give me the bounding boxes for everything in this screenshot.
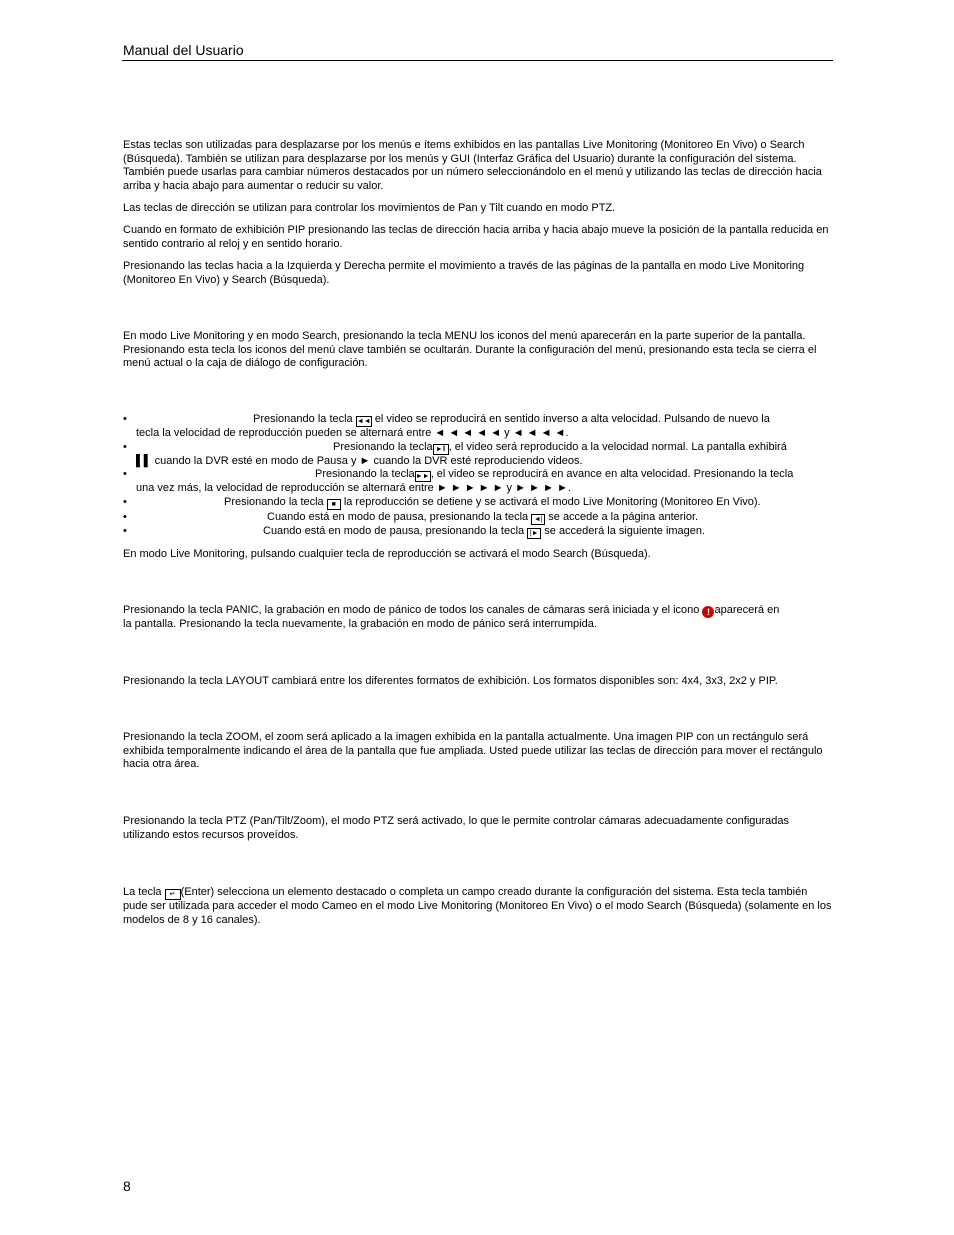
enter-key-icon: ↵ — [165, 889, 181, 900]
arrow-keys-paragraph-4: Presionando las teclas hacia a la Izquierda y Derecha permite el movimiento a través de las páginas de la pantalla en modo Live Monitoring (Monitoreo En Vivo) y Search (Búsqueda). — [123, 260, 805, 286]
stop-key-icon: ■ — [327, 499, 341, 510]
fast-forward-key-icon: ►► — [415, 473, 430, 480]
pause-icon: ▌▌ — [136, 454, 152, 467]
zoom-paragraph: Presionando la tecla ZOOM, el zoom será aplicado a la imagen exhibida en la pantalla actualmente. Una imagen PIP con un rectángulo será exhibida temporalmente indicando el área de la pantalla que fue ampliada. Usted puede utilizar las teclas de dirección para mover el rectángulo hacia otra área. — [123, 731, 823, 771]
bullet: • — [123, 525, 127, 537]
bullet: • — [123, 496, 127, 508]
menu-key-paragraph: En modo Live Monitoring y en modo Search, presionando la tecla MENU los iconos del menú aparecerán en la parte superior de la pantalla. Presionando esta tecla los iconos del menú clave también se ocultarán. Durante la configuración del menú, presionando esta tecla se cierra el menú actual o la caja de diálogo de configuración. — [123, 330, 817, 370]
rewind-key-icon: ◄◄ — [356, 418, 371, 425]
panic-alert-icon: ! — [702, 606, 714, 618]
page-number: 8 — [123, 1178, 131, 1194]
frame-forward-key-icon: |► — [527, 528, 541, 539]
playback-note: En modo Live Monitoring, pulsando cualquier tecla de reproducción se activará el modo Search (Búsqueda). — [123, 548, 651, 560]
list-item-next-frame: • Cuando está en modo de pausa, presionando la tecla |► se accederá la siguiente imagen. — [123, 525, 706, 537]
list-item-rewind: • Presionando la tecla ◄◄ el video se reproducirá en sentido inverso a alta velocidad. Pulsando de nuevo la tecla la velocidad de reproducción pueden se alternará entre ◄ ◄ ◄ ◄ ◄ y ◄ ◄ ◄ ◄. — [123, 413, 770, 439]
arrow-keys-paragraph-2: Las teclas de dirección se utilizan para controlar los movimientos de Pan y Tilt cuando en modo PTZ. — [123, 202, 616, 214]
play-pause-key-icon: ►‖ — [433, 444, 449, 455]
arrow-keys-paragraph-1: Estas teclas son utilizadas para desplazarse por los menús e ítems exhibidos en las pantallas Live Monitoring (Monitoreo En Vivo) o Search (Búsqueda). También se utilizan para desplazarse por los menús y GUI (Interfaz Gráfica del Usuario) durante la configuración del sistema. También puede usarlas para cambiar números destacados por un número seleccionándolo en el menú y utilizando las teclas de dirección hacia arriba y hacia abajo para aumentar o reducir su valor. — [123, 139, 822, 192]
enter-paragraph: La tecla ↵ (Enter) selecciona un elemento destacado o completa un campo creado durante la configuración del sistema. Esta tecla también pude ser utilizada para acceder el modo Cameo en el modo Live Monitoring (Monitoreo En Vivo) o el modo Search (Búsqueda) (solamente en los modelos de 8 y 16 canales). — [123, 886, 832, 926]
list-item-stop: • Presionando la tecla ■ la reproducción se detiene y se activará el modo Live Monitoring (Monitoreo En Vivo). — [123, 496, 761, 508]
list-item-fast-forward: • Presionando la tecla►►, el video se reproducirá en avance en alta velocidad. Presionando la tecla una vez más, la velocidad de reproducción se alternará entre ► ► ► ► ► y ► ► ► ►. — [123, 468, 794, 494]
ptz-paragraph: Presionando la tecla PTZ (Pan/Tilt/Zoom), el modo PTZ será activado, lo que le permite controlar cámaras adecuadamente configuradas utilizando estos recursos proveídos. — [123, 815, 790, 841]
page-header-title: Manual del Usuario — [123, 42, 244, 58]
bullet: • — [123, 413, 127, 425]
bullet: • — [123, 511, 127, 523]
arrow-keys-paragraph-3: Cuando en formato de exhibición PIP presionando las teclas de dirección hacia arriba y hacia abajo mueve la posición de la pantalla reducida en sentido contrario al reloj y en sentido horario. — [123, 224, 829, 250]
list-item-previous-frame: • Cuando está en modo de pausa, presionando la tecla ◄| se accede a la página anterior. — [123, 511, 699, 523]
list-item-play-pause: • Presionando la tecla ►‖ , el video será reproducido a la velocidad normal. La pantalla exhibirá ▌▌ cuando la DVR esté en modo de Pausa y ► cuando la DVR esté reproduciendo videos. — [123, 441, 787, 467]
frame-back-key-icon: ◄| — [531, 514, 545, 525]
header-divider — [122, 60, 833, 61]
bullet: • — [123, 468, 127, 480]
panic-paragraph: Presionando la tecla PANIC, la grabación en modo de pánico de todos los canales de cámaras será iniciada y el icono ! aparecerá en la pantalla. Presionando la tecla nuevamente, la grabación en modo de pánico será interrumpida. — [123, 604, 780, 630]
bullet: • — [123, 441, 127, 453]
layout-paragraph: Presionando la tecla LAYOUT cambiará entre los diferentes formatos de exhibición. Los formatos disponibles son: 4x4, 3x3, 2x2 y PIP. — [123, 675, 778, 687]
